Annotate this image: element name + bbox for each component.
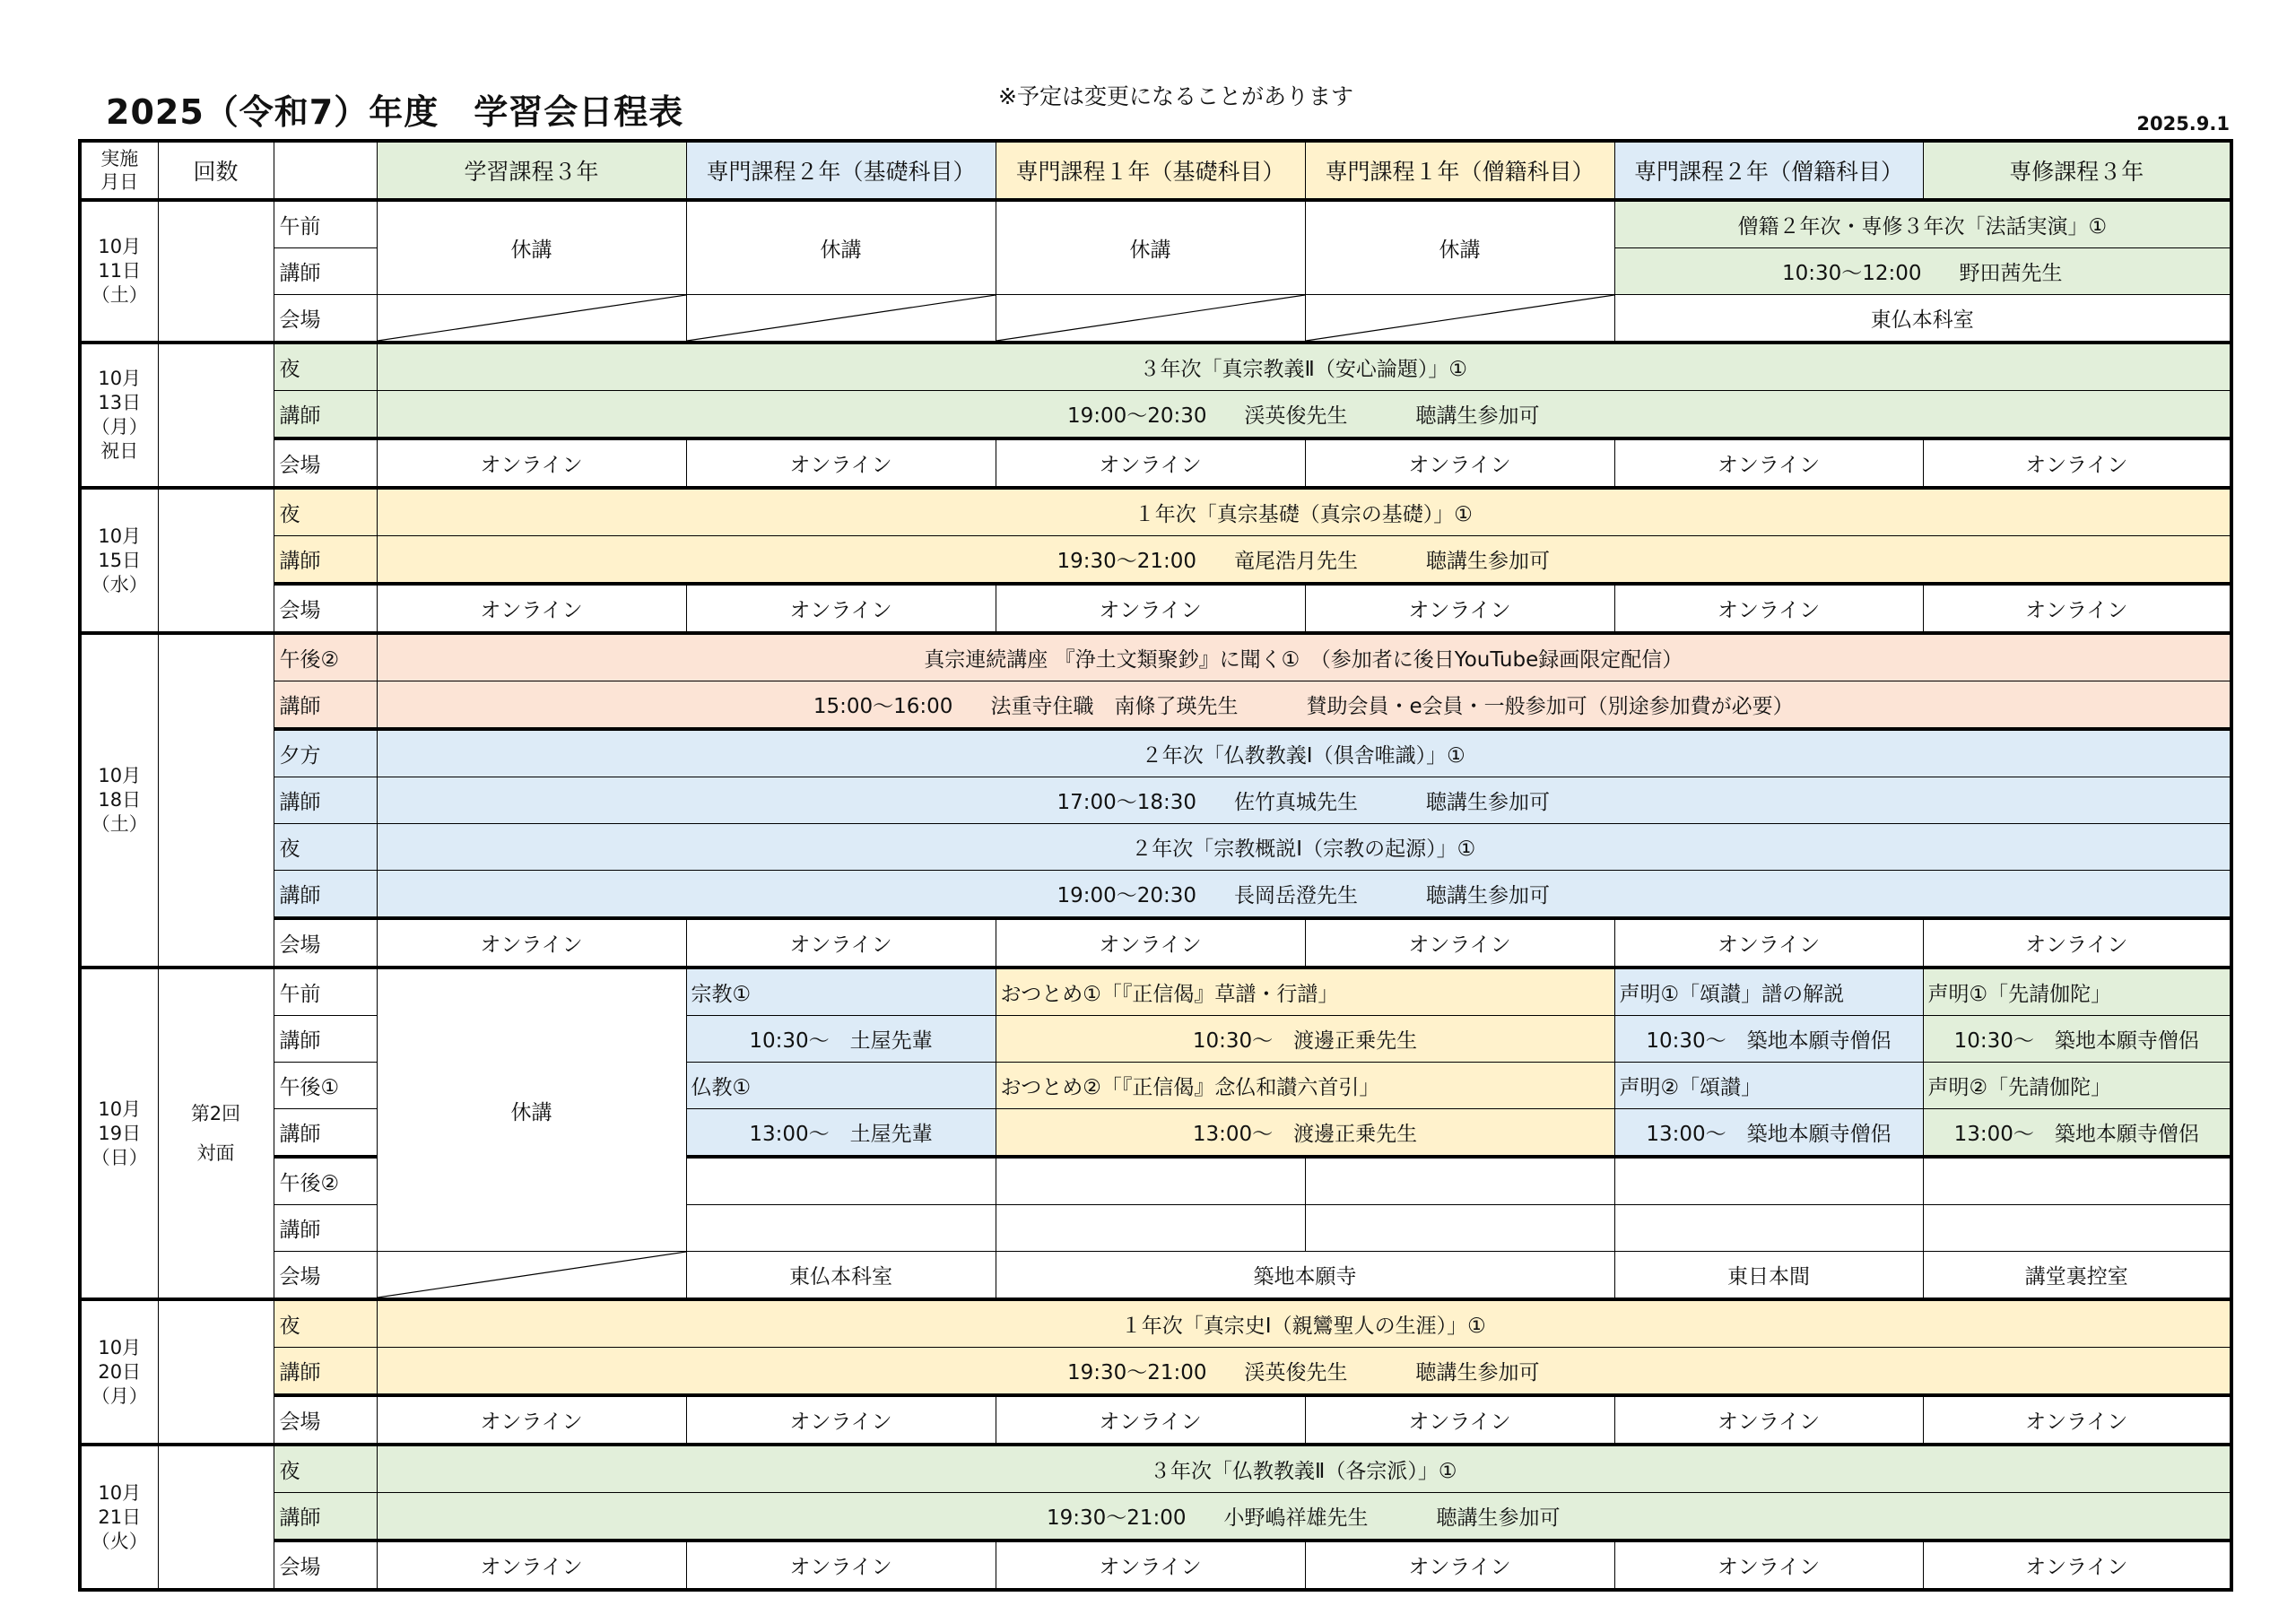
venue-cell: 東日本間 xyxy=(1614,1252,1923,1300)
event-cell: 仏教① xyxy=(686,1063,996,1109)
lecturer-cell: 10:30～12:00 野田茜先生 xyxy=(1614,248,2231,295)
lecturer-cell: 10:30～ 渡邊正乗先生 xyxy=(996,1016,1614,1063)
empty-cell xyxy=(1614,1157,1923,1205)
table-row xyxy=(80,681,2231,730)
day-block-1021 xyxy=(80,1445,2231,1590)
venue-cell: オンライン xyxy=(377,438,686,488)
empty-cell xyxy=(686,1157,996,1205)
event-cell: おつとめ①「『正信偈』草譜・行譜」 xyxy=(996,968,1614,1016)
event-cell: 真宗連続講座 『浄土文類聚鈔』に聞く① （参加者に後日YouTube録画限定配信） xyxy=(377,633,2231,681)
change-notice: ※予定は変更になることがあります xyxy=(998,83,1353,109)
table-row xyxy=(80,343,2231,391)
slot-label: 講師 xyxy=(274,248,377,295)
venue-cell: オンライン xyxy=(1305,1395,1614,1445)
table-row xyxy=(80,777,2231,824)
lecturer-cell: 19:00～20:30 渓英俊先生 聴講生参加可 xyxy=(377,391,2231,439)
empty-venue-slash xyxy=(377,1252,686,1300)
kaisu-cell xyxy=(158,488,274,633)
event-cell: １年次「真宗史Ⅰ（親鸞聖人の生涯）」① xyxy=(377,1299,2231,1348)
event-cell: 声明①「頌讃」譜の解説 xyxy=(1614,968,1923,1016)
venue-cell: オンライン xyxy=(1923,438,2231,488)
date-cell: 10月 11日 （土） xyxy=(80,200,158,343)
table-row xyxy=(80,488,2231,536)
header-course-1: 学習課程３年 xyxy=(377,141,686,200)
event-cell: ２年次「仏教教義Ⅰ（倶舎唯識）」① xyxy=(377,729,2231,777)
lecturer-cell: 15:00～16:00 法重寺住職 南條了瑛先生 賛助会員・e会員・一般参加可（別途参加費が必要） xyxy=(377,681,2231,730)
slot-label: 午前 xyxy=(274,968,377,1016)
slot-label: 夕方 xyxy=(274,729,377,777)
slot-label: 講師 xyxy=(274,1205,377,1252)
empty-cell xyxy=(996,1157,1305,1205)
date-cell: 10月 19日 （日） xyxy=(80,968,158,1299)
slot-label: 夜 xyxy=(274,1445,377,1493)
venue-cell: オンライン xyxy=(377,584,686,633)
venue-cell: オンライン xyxy=(686,1541,996,1590)
cancel-cell: 休講 xyxy=(686,200,996,295)
table-row xyxy=(80,871,2231,919)
venue-cell: 講堂裏控室 xyxy=(1923,1252,2231,1300)
slot-label: 講師 xyxy=(274,536,377,585)
venue-cell: オンライン xyxy=(1305,1541,1614,1590)
event-cell: 宗教① xyxy=(686,968,996,1016)
venue-cell: オンライン xyxy=(1305,438,1614,488)
venue-cell: オンライン xyxy=(686,1395,996,1445)
table-row xyxy=(80,1252,2231,1300)
day-block-1019 xyxy=(80,968,2231,1299)
lecturer-cell: 19:30～21:00 竜尾浩月先生 聴講生参加可 xyxy=(377,536,2231,585)
venue-cell: オンライン xyxy=(1305,584,1614,633)
lecturer-cell: 19:00～20:30 長岡岳澄先生 聴講生参加可 xyxy=(377,871,2231,919)
day-block-1015 xyxy=(80,488,2231,633)
slot-label: 午後② xyxy=(274,1157,377,1205)
venue-cell: オンライン xyxy=(1614,918,1923,968)
event-cell: ３年次「真宗教義Ⅱ（安心論題）」① xyxy=(377,343,2231,391)
venue-cell: オンライン xyxy=(377,918,686,968)
empty-venue-slash xyxy=(377,295,686,343)
event-cell: ２年次「宗教概説Ⅰ（宗教の起源）」① xyxy=(377,824,2231,871)
slot-label: 講師 xyxy=(274,1016,377,1063)
event-cell: １年次「真宗基礎（真宗の基礎）」① xyxy=(377,488,2231,536)
event-cell: 僧籍２年次・専修３年次「法話実演」① xyxy=(1614,200,2231,248)
venue-cell: オンライン xyxy=(1923,1541,2231,1590)
venue-cell: オンライン xyxy=(686,584,996,633)
lecturer-cell: 13:00～ 土屋先輩 xyxy=(686,1109,996,1158)
event-cell: 声明②「先請伽陀」 xyxy=(1923,1063,2231,1109)
page-title: 2025（令和7）年度 学習会日程表 xyxy=(106,92,684,132)
event-cell: 声明①「先請伽陀」 xyxy=(1923,968,2231,1016)
table-row xyxy=(80,1445,2231,1493)
slot-label: 講師 xyxy=(274,391,377,439)
empty-cell xyxy=(1923,1205,2231,1252)
lecturer-cell: 13:00～ 築地本願寺僧侶 xyxy=(1614,1109,1923,1158)
day-block-1013 xyxy=(80,343,2231,488)
venue-cell: オンライン xyxy=(1614,584,1923,633)
date-cell: 10月 13日 （月） 祝日 xyxy=(80,343,158,488)
date-cell: 10月 20日 （月） xyxy=(80,1299,158,1445)
table-row xyxy=(80,1541,2231,1590)
lecturer-cell: 19:30～21:00 渓英俊先生 聴講生参加可 xyxy=(377,1348,2231,1396)
table-row xyxy=(80,536,2231,585)
day-block-1011 xyxy=(80,200,2231,343)
table-row xyxy=(80,295,2231,343)
venue-cell: オンライン xyxy=(377,1395,686,1445)
venue-cell: 築地本願寺 xyxy=(996,1252,1614,1300)
venue-cell: オンライン xyxy=(1923,918,2231,968)
cancel-cell: 休講 xyxy=(996,200,1305,295)
venue-cell: オンライン xyxy=(1923,1395,2231,1445)
empty-cell xyxy=(1305,1157,1614,1205)
table-row xyxy=(80,200,2231,248)
venue-cell: オンライン xyxy=(377,1541,686,1590)
event-cell: 声明②「頌讃」 xyxy=(1614,1063,1923,1109)
lecturer-cell: 13:00～ 築地本願寺僧侶 xyxy=(1923,1109,2231,1158)
issue-date: 2025.9.1 xyxy=(2136,113,2230,135)
slot-label: 会場 xyxy=(274,1395,377,1445)
table-row xyxy=(80,438,2231,488)
venue-cell: オンライン xyxy=(996,1541,1305,1590)
slot-label: 夜 xyxy=(274,824,377,871)
slot-label: 会場 xyxy=(274,295,377,343)
cancel-cell: 休講 xyxy=(377,968,686,1252)
empty-cell xyxy=(1305,1205,1614,1252)
lecturer-cell: 10:30～ 築地本願寺僧侶 xyxy=(1923,1016,2231,1063)
slot-label: 会場 xyxy=(274,438,377,488)
table-row xyxy=(80,1493,2231,1541)
day-block-1018 xyxy=(80,633,2231,968)
cancel-cell: 休講 xyxy=(377,200,686,295)
table-row xyxy=(80,1395,2231,1445)
empty-cell xyxy=(686,1205,996,1252)
date-cell: 10月 18日 （土） xyxy=(80,633,158,968)
slot-label: 夜 xyxy=(274,343,377,391)
table-row xyxy=(80,1299,2231,1348)
slot-label: 講師 xyxy=(274,1493,377,1541)
venue-cell: オンライン xyxy=(1614,1395,1923,1445)
empty-venue-slash xyxy=(686,295,996,343)
venue-cell: オンライン xyxy=(1614,438,1923,488)
slot-label: 講師 xyxy=(274,1109,377,1158)
slot-label: 夜 xyxy=(274,488,377,536)
header-blank xyxy=(274,141,377,200)
table-row xyxy=(80,918,2231,968)
venue-cell: オンライン xyxy=(996,584,1305,633)
slot-label: 講師 xyxy=(274,681,377,730)
table-row xyxy=(80,1348,2231,1396)
empty-cell xyxy=(996,1205,1305,1252)
kaisu-cell xyxy=(158,200,274,343)
slot-label: 午後① xyxy=(274,1063,377,1109)
slot-label: 夜 xyxy=(274,1299,377,1348)
venue-cell: オンライン xyxy=(1614,1541,1923,1590)
table-row xyxy=(80,824,2231,871)
kaisu-cell xyxy=(158,1445,274,1590)
venue-cell: オンライン xyxy=(996,918,1305,968)
slot-label: 会場 xyxy=(274,1541,377,1590)
lecturer-cell: 10:30～ 土屋先輩 xyxy=(686,1016,996,1063)
table-row xyxy=(80,391,2231,439)
lecturer-cell: 10:30～ 築地本願寺僧侶 xyxy=(1614,1016,1923,1063)
slot-label: 午後② xyxy=(274,633,377,681)
kaisu-cell xyxy=(158,1299,274,1445)
empty-cell xyxy=(1923,1157,2231,1205)
lecturer-cell: 17:00～18:30 佐竹真城先生 聴講生参加可 xyxy=(377,777,2231,824)
kaisu-cell xyxy=(158,343,274,488)
header-course-4: 専門課程１年（僧籍科目） xyxy=(1305,141,1614,200)
date-cell: 10月 15日 （水） xyxy=(80,488,158,633)
table-row xyxy=(80,968,2231,1016)
table-row xyxy=(80,584,2231,633)
table-row xyxy=(80,729,2231,777)
venue-cell: 東仏本科室 xyxy=(686,1252,996,1300)
venue-cell: 東仏本科室 xyxy=(1614,295,2231,343)
kaisu-cell xyxy=(158,633,274,968)
event-cell: ３年次「仏教教義Ⅱ（各宗派）」① xyxy=(377,1445,2231,1493)
cancel-cell: 休講 xyxy=(1305,200,1614,295)
day-block-1020 xyxy=(80,1299,2231,1445)
header-course-5: 専門課程２年（僧籍科目） xyxy=(1614,141,1923,200)
venue-cell: オンライン xyxy=(996,1395,1305,1445)
header-kaisu: 回数 xyxy=(158,141,274,200)
venue-cell: オンライン xyxy=(686,438,996,488)
lecturer-cell: 19:30～21:00 小野嶋祥雄先生 聴講生参加可 xyxy=(377,1493,2231,1541)
empty-cell xyxy=(1614,1205,1923,1252)
slot-label: 午前 xyxy=(274,200,377,248)
header-row xyxy=(80,141,2231,200)
date-cell: 10月 21日 （火） xyxy=(80,1445,158,1590)
venue-cell: オンライン xyxy=(996,438,1305,488)
empty-venue-slash xyxy=(996,295,1305,343)
header-course-2: 専門課程２年（基礎科目） xyxy=(686,141,996,200)
event-cell: おつとめ②「『正信偈』念仏和讃六首引」 xyxy=(996,1063,1614,1109)
venue-cell: オンライン xyxy=(686,918,996,968)
table-row xyxy=(80,633,2231,681)
slot-label: 会場 xyxy=(274,584,377,633)
kaisu-cell: 第2回 対面 xyxy=(158,968,274,1299)
slot-label: 講師 xyxy=(274,777,377,824)
slot-label: 会場 xyxy=(274,1252,377,1300)
lecturer-cell: 13:00～ 渡邊正乗先生 xyxy=(996,1109,1614,1158)
slot-label: 会場 xyxy=(274,918,377,968)
header-course-6: 専修課程３年 xyxy=(1923,141,2231,200)
schedule-table xyxy=(78,139,2233,1592)
venue-cell: オンライン xyxy=(1305,918,1614,968)
slot-label: 講師 xyxy=(274,871,377,919)
header-course-3: 専門課程１年（基礎科目） xyxy=(996,141,1305,200)
header-date: 実施 月日 xyxy=(80,141,158,200)
venue-cell: オンライン xyxy=(1923,584,2231,633)
empty-venue-slash xyxy=(1305,295,1614,343)
slot-label: 講師 xyxy=(274,1348,377,1396)
